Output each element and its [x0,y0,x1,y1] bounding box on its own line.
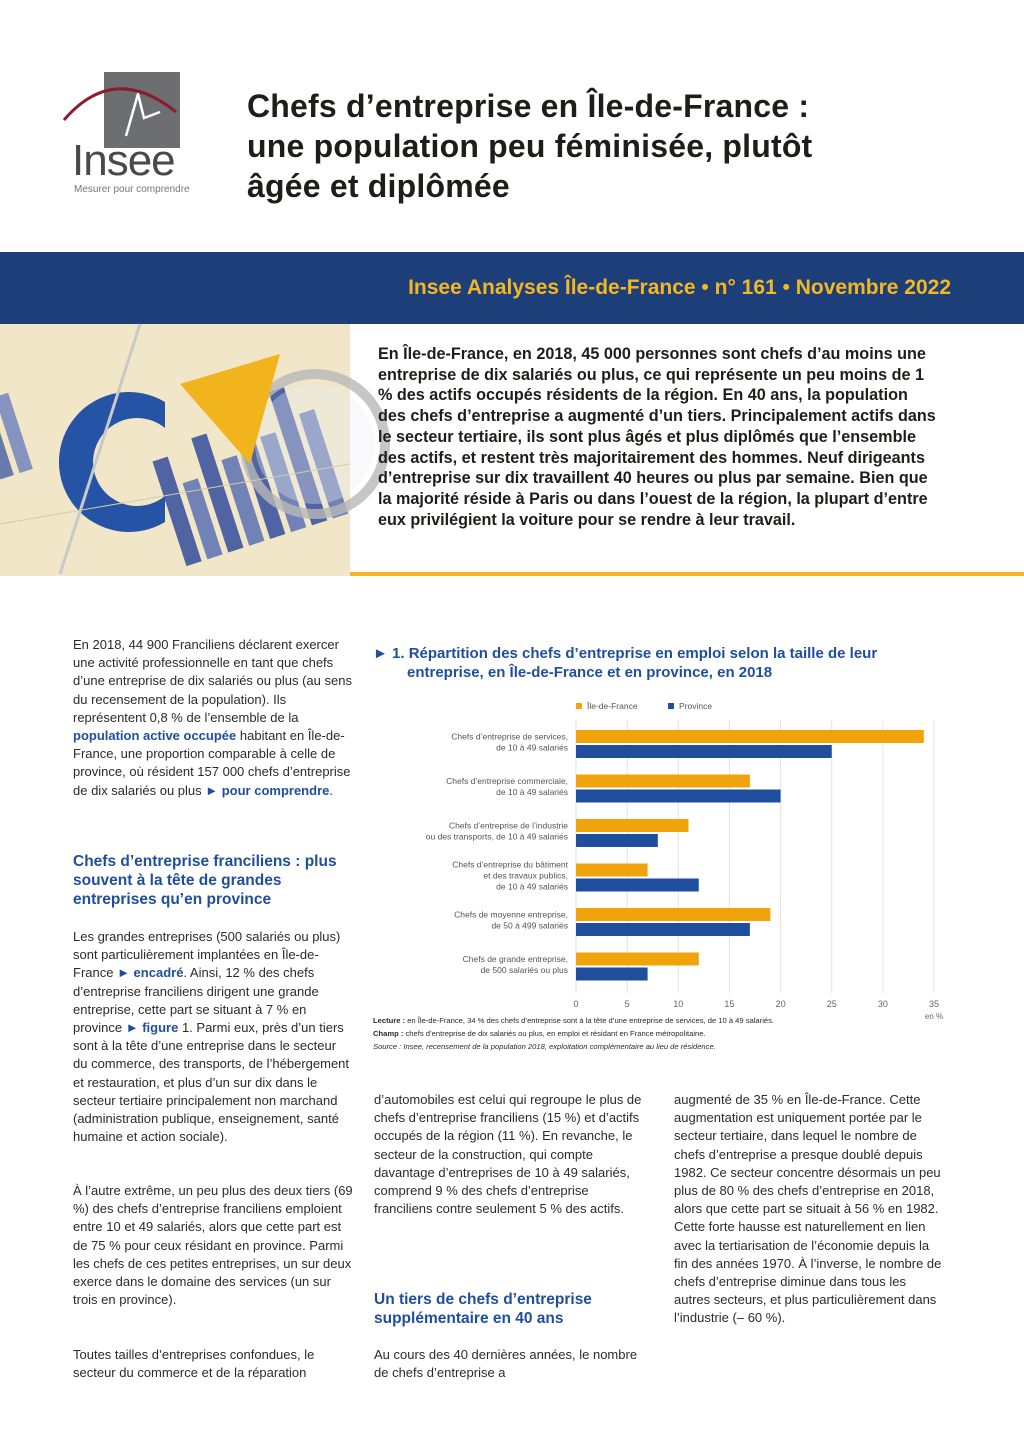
category-label: de 10 à 49 salariés [496,881,568,892]
title-line-1: Chefs d’entreprise en Île-de-France : [247,88,810,124]
figure-notes [373,1014,943,1053]
page-title [247,86,947,206]
figure-title-line-1: ► 1. Répartition des chefs d’entreprise en emploi selon la taille de leur [373,645,878,662]
category-label: de 10 à 49 salariés [496,787,568,797]
insee-logo-tagline: Mesurer pour comprendre [74,184,190,195]
pour-comprendre-link[interactable]: ► pour comprendre [205,782,330,798]
x-tick-label: 35 [928,999,940,1009]
lecture-text: en Île-de-France, 34 % des chefs d’entreprise sont à la tête d’une entreprise de services, de 10 à 49 salariés. [405,1016,775,1025]
publication-banner [0,252,1024,324]
title-line-3: âgée et diplômée [247,168,510,204]
col1-p2-text-c: 1. Parmi eux, près d’un tiers sont à la tête d’une entreprise dans le secteur du commerce, des transports, de l’hébergement et restauration, et plus d’un sur dix dans le secteur tertiaire principalement non marchand (administration publique, enseignement, santé humaine et action sociale). [73,1020,350,1145]
category-label: Chefs d’entreprise de services, [451,731,568,742]
bar [576,864,648,877]
x-tick-label: 5 [624,999,630,1009]
category-label: de 50 à 499 salariés [491,920,568,931]
col1-p2-text-b: . Ainsi, 12 % des chefs d’entreprise franciliens dirigent une grande entreprise, cette part se situant à 7 % en province [73,965,319,1036]
publication-reference: Insee Analyses Île-de-France • n° 161 • Novembre 2022 [408,276,951,299]
section-heading-1: Chefs d’entreprise franciliens : plus souvent à la tête de grandes entreprises qu’en province [73,853,337,908]
glossary-link-population-active[interactable]: population active occupée [73,728,237,744]
bar [576,953,699,966]
intro-summary: En Île-de-France, en 2018, 45 000 personnes sont chefs d’au moins une entreprise de dix salariés ou plus, ce qui représente un peu moins de 1 % des actifs occupés résidents de la région. En 40 ans, la population des chefs d’entreprise a augmenté d’un tiers. Principalement actifs dans le secteur tertiaire, ils sont plus âgés et plus diplômés que l’ensemble des actifs, et restent très majoritairement des hommes. Neuf dirigeants d’entreprise sur dix travaillent 40 heures ou plus par semaine. Bien que la majorité réside à Paris ou dans l’ouest de la région, la plupart d’entre eux privilégient la voiture pour se rendre à leur travail. [378,345,936,529]
bar [576,923,750,936]
bar [576,968,648,981]
x-unit-label: en % [924,1012,944,1021]
col2-paragraph-2: Au cours des 40 dernières années, le nombre de chefs d’entreprise a [374,1347,638,1381]
bar [576,775,750,788]
bar [576,879,699,892]
champ-text: chefs d’entreprise de dix salariés ou plus, en emploi et résidant en France métropolitaine. [403,1029,706,1038]
encadre-link[interactable]: ► encadré [117,965,184,981]
section-heading-2: Un tiers de chefs d’entreprise supplémentaire en 40 ans [374,1291,592,1327]
col1-paragraph-4: Toutes tailles d’entreprises confondues, le secteur du commerce et de la réparation [73,1347,315,1381]
x-tick-label: 10 [673,999,684,1009]
figure-link[interactable]: ► figure [125,1020,179,1036]
col1-paragraph-3: À l’autre extrême, un peu plus des deux tiers (69 %) des chefs d’entreprise franciliens emploient entre 10 et 49 salariés, alors que cette part est de 75 % pour ceux résidant en province. Parmi les chefs de ces petites entreprises, un sur deux exerce dans le domaine des services (un sur trois en province). [73,1183,353,1308]
figure-title-line-2: entreprise, en Île-de-France et en province, en 2018 [407,664,773,681]
x-tick-label: 15 [724,999,735,1009]
figure-champ [373,1027,943,1040]
category-label: et des travaux publics, [483,870,568,881]
lecture-label: Lecture : [373,1016,406,1025]
category-label: de 500 salariés ou plus [480,965,568,975]
bar [576,790,781,803]
category-label: Chefs d’entreprise commerciale, [446,776,568,786]
x-tick-label: 0 [573,999,579,1009]
x-tick-label: 20 [775,999,786,1009]
legend-swatch [576,703,582,709]
col1-p1-text-a: En 2018, 44 900 Franciliens déclarent exercer une activité professionnelle en tant que chefs d’une entreprise de dix salariés ou plus (au sens du recensement de la population). Ils représentent 0,8 % de l’ensemble de la [73,637,352,725]
champ-label: Champ : [373,1029,404,1038]
col3-paragraph-1: augmenté de 35 % en Île-de-France. Cette augmentation est uniquement portée par le secteur tertiaire, dans lequel le nombre de chefs d’entreprise a presque doublé depuis 1982. Ce secteur concentre désormais un peu plus de 80 % des chefs d’entreprise en 2018, alors que cette part se situait à 56 % en 1982. Cette forte hausse est naturellement en lien avec la tertiarisation de l’économie depuis la fin des années 1970. À l’inverse, le nombre de chefs d’entreprise diminue dans tous les autres secteurs, et plus particulièrement dans l’industrie (– 60 %). [674,1092,942,1326]
figure-title [373,644,933,682]
category-label: Chefs de grande entreprise, [462,954,568,964]
legend-label: Province [679,701,713,711]
category-label: ou des transports, de 10 à 49 salariés [425,831,568,842]
col1-p1-text-c: . [329,782,333,798]
legend-label: Île-de-France [587,701,638,711]
bar [576,819,689,832]
category-label: Chefs d’entreprise de l’industrie [448,820,568,831]
insee-logo-word: Insee [72,136,175,185]
cover-illustration [0,324,350,576]
title-line-2: une population peu féminisée, plutôt [247,128,813,164]
bar [576,834,658,847]
bar [576,730,924,743]
bar [576,745,832,758]
figure-source: Source : Insee, recensement de la population 2018, exploitation complémentaire au lieu de résidence. [373,1042,716,1051]
col1-p2-text-a: Les grandes entreprises (500 salariés ou plus) sont particulièrement implantées en Île-de-France [73,929,341,981]
category-label: Chefs de moyenne entreprise, [454,909,568,920]
figure-lecture [373,1014,943,1027]
col1-paragraph-1 [73,636,353,800]
x-tick-label: 30 [877,999,888,1009]
category-label: Chefs d’entreprise du bâtiment [452,859,568,870]
legend-swatch [668,703,674,709]
col2-paragraph-1: d’automobiles est celui qui regroupe le plus de chefs d’entreprise franciliens (15 %) et d’actifs occupés de la région (11 %). En revanche, le secteur de la construction, qui compte davantage d’entreprises de 10 à 49 salariés, comprend 9 % des chefs d’entreprise franciliens contre seulement 5 % des actifs. [374,1092,642,1217]
intro-divider [350,572,1024,576]
x-tick-label: 25 [826,999,837,1009]
insee-logo [70,70,190,200]
col1-paragraph-2 [73,928,353,1146]
col1-p1-text-b: habitant en Île-de-France, une proportion comparable à celle de province, où résident 157 000 chefs d’entreprise de dix salariés ou plus [73,728,351,798]
bar [576,908,770,921]
category-label: de 10 à 49 salariés [496,742,568,753]
